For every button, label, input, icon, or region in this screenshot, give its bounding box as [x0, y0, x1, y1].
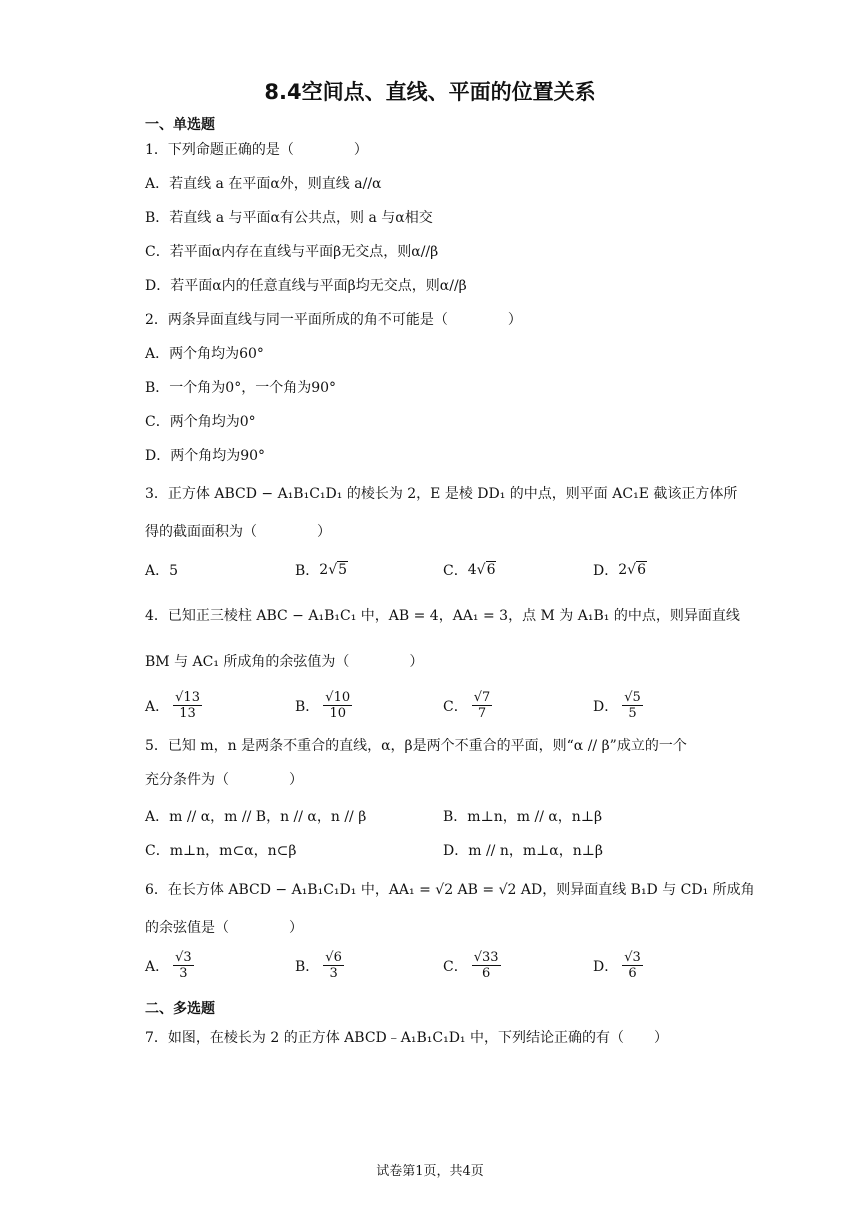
- question-2-stem: 2．两条异面直线与同一平面所成的角不可能是（ ）: [145, 312, 522, 328]
- section-heading-multiple-choice: 二、多选题: [145, 1001, 215, 1017]
- question-4-options: [145, 690, 745, 724]
- question-1-option-b: B．若直线 a 与平面α有公共点，则 a 与α相交: [145, 210, 433, 226]
- question-1-option-d: D．若平面α内的任意直线与平面β均无交点，则α//β: [145, 278, 467, 294]
- question-2-option-d: D．两个角均为90°: [145, 448, 266, 464]
- page-footer: 试卷第1页，共4页: [376, 1164, 484, 1179]
- question-2-option-b: B．一个角为0°，一个角为90°: [145, 380, 337, 396]
- page-title: 8.4空间点、直线、平面的位置关系: [264, 80, 596, 104]
- question-4-option-a: A． $\frac{√13}{13}$: [145, 690, 200, 721]
- question-7-stem: 7．如图，在棱长为 2 的正方体 ABCD﹣A₁B₁C₁D₁ 中，下列结论正确的有（ ）: [145, 1030, 668, 1046]
- question-4-option-c: C． $\frac{√7}{7}$: [443, 690, 491, 721]
- question-5-option-a: A．m // α，m // B，n // α，n // β: [145, 809, 367, 825]
- question-2-option-a: A．两个角均为60°: [145, 346, 264, 362]
- question-1-option-a: A．若直线 a 在平面α外，则直线 a//α: [145, 176, 382, 192]
- question-3-option-b: B． 2 √5: [295, 562, 348, 579]
- question-1-option-c: C．若平面α内存在直线与平面β无交点，则α//β: [145, 244, 439, 260]
- question-5-stem-line-2: 充分条件为（ ）: [145, 772, 303, 788]
- question-6-option-d: D． $\frac{√3}{6}$: [593, 950, 641, 981]
- question-3-stem-line-2: 得的截面面积为（ ）: [145, 524, 331, 540]
- question-3-option-a: A．5: [145, 563, 179, 579]
- question-5-option-d: D．m // n，m⊥α，n⊥β: [443, 843, 604, 859]
- question-6-option-b: B． $\frac{√6}{3}$: [295, 950, 342, 981]
- question-1-stem: 1．下列命题正确的是（ ）: [145, 142, 368, 158]
- question-5-option-b: B．m⊥n，m // α，n⊥β: [443, 809, 603, 825]
- question-3-option-d: D． 2 √6: [593, 562, 646, 579]
- question-6-stem-line-1: 6．在长方体 ABCD − A₁B₁C₁D₁ 中，AA₁ = √2 AB = √2 AD，则异面直线 B₁D 与 CD₁ 所成角: [145, 882, 755, 898]
- question-5-option-c: C．m⊥n，m⊂α，n⊂β: [145, 843, 297, 859]
- question-4-option-d: D． $\frac{√5}{5}$: [593, 690, 641, 721]
- question-3-option-c: C． 4 √6: [443, 562, 496, 579]
- section-heading-single-choice: 一、单选题: [145, 117, 215, 133]
- question-4-option-b: B． $\frac{√10}{10}$: [295, 690, 351, 721]
- question-6-option-c: C． $\frac{√33}{6}$: [443, 950, 499, 981]
- question-3-stem-line-1: 3．正方体 ABCD − A₁B₁C₁D₁ 的棱长为 2，E 是棱 DD₁ 的中点，则平面 AC₁E 截该正方体所: [145, 486, 738, 502]
- question-2-option-c: C．两个角均为0°: [145, 414, 256, 430]
- question-6-option-a: A． $\frac{√3}{3}$: [145, 950, 192, 981]
- question-6-stem-line-2: 的余弦值是（ ）: [145, 920, 303, 936]
- question-6-options: [145, 950, 745, 984]
- question-3-options: [145, 560, 745, 594]
- question-4-stem-line-1: 4．已知正三棱柱 ABC − A₁B₁C₁ 中，AB = 4，AA₁ = 3，点 M 为 A₁B₁ 的中点，则异面直线: [145, 608, 740, 624]
- question-5-stem-line-1: 5．已知 m，n 是两条不重合的直线，α，β是两个不重合的平面，则“α // β”成立的一个: [145, 738, 687, 754]
- question-4-stem-line-2: BM 与 AC₁ 所成角的余弦值为（ ）: [145, 654, 424, 670]
